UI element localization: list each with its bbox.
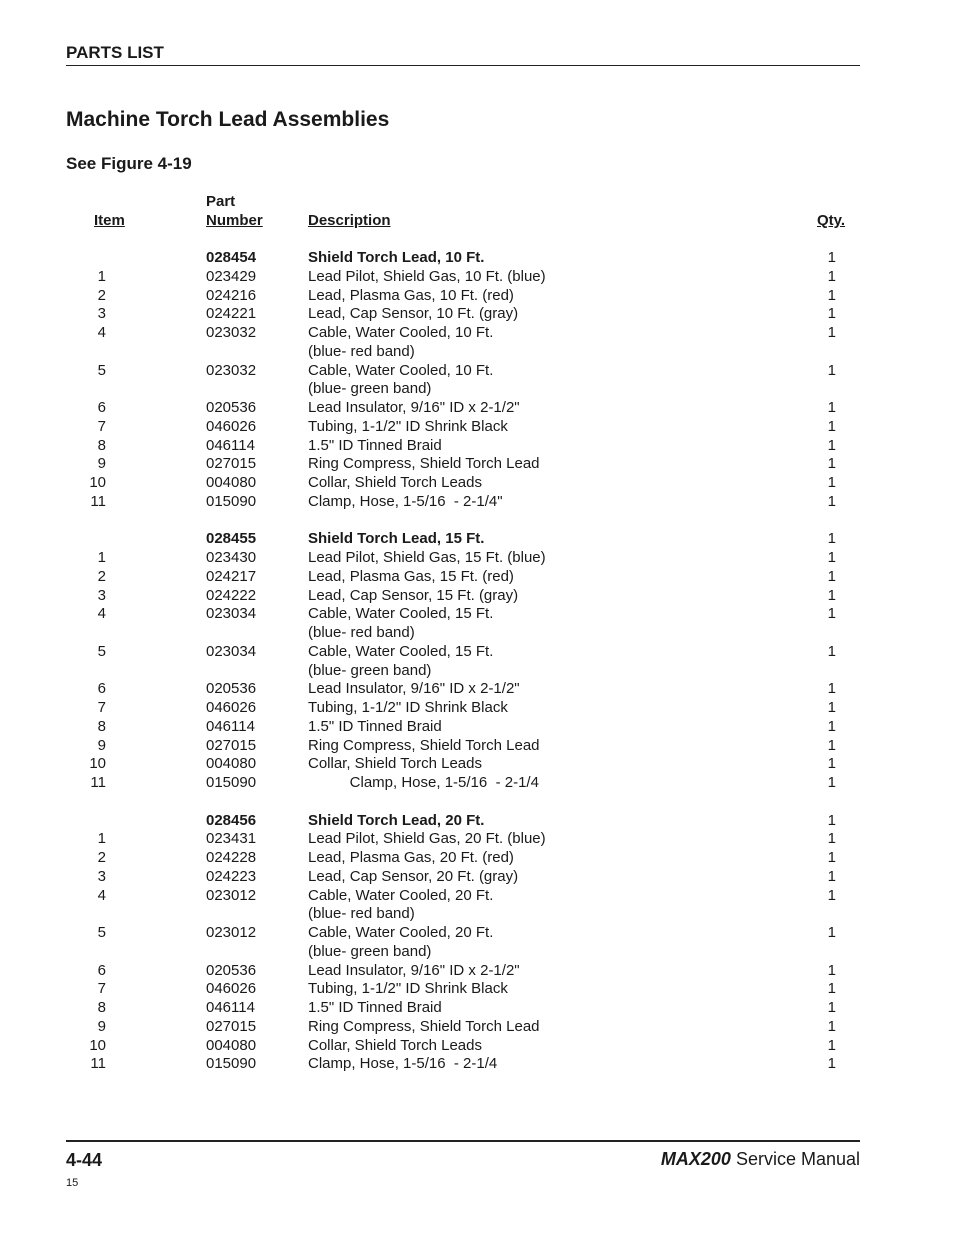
part-number-cell: 023032 xyxy=(206,362,257,379)
part-number-cell: 024223 xyxy=(206,868,257,885)
description-cell: Clamp, Hose, 1-5/16 - 2-1/4 xyxy=(308,1055,498,1072)
qty-cell: 1 xyxy=(827,1018,836,1035)
column-header-qty: Qty. xyxy=(817,212,846,229)
qty-cell: 1 xyxy=(827,962,836,979)
column-header-part-line1: Part xyxy=(206,193,236,210)
part-number-cell: 028454 xyxy=(206,249,257,266)
table-row xyxy=(0,473,954,492)
assembly-row xyxy=(0,529,954,548)
qty-cell: 1 xyxy=(827,249,836,266)
description-cell: Lead, Plasma Gas, 10 Ft. (red) xyxy=(308,287,514,304)
item-cell: 8 xyxy=(97,718,106,735)
description-cell: Lead, Cap Sensor, 10 Ft. (gray) xyxy=(308,305,519,322)
table-row xyxy=(0,698,954,717)
qty-cell: 1 xyxy=(827,1055,836,1072)
part-number-cell: 015090 xyxy=(206,1055,257,1072)
qty-cell: 1 xyxy=(827,587,836,604)
description-cell: Lead, Plasma Gas, 20 Ft. (red) xyxy=(308,849,514,866)
table-row xyxy=(0,454,954,473)
part-number-cell: 027015 xyxy=(206,455,257,472)
assembly-row xyxy=(0,811,954,830)
item-cell: 7 xyxy=(97,418,106,435)
item-cell: 2 xyxy=(97,287,106,304)
part-number-cell: 028455 xyxy=(206,530,257,547)
qty-cell: 1 xyxy=(827,399,836,416)
qty-cell: 1 xyxy=(827,643,836,660)
description-cell: 1.5" ID Tinned Braid xyxy=(308,999,442,1016)
description-cell: Shield Torch Lead, 10 Ft. xyxy=(308,249,485,266)
item-cell: 7 xyxy=(97,980,106,997)
part-number-cell: 015090 xyxy=(206,493,257,510)
item-cell: 5 xyxy=(97,362,106,379)
item-cell: 4 xyxy=(97,887,106,904)
part-number-cell: 023034 xyxy=(206,643,257,660)
item-cell: 5 xyxy=(97,924,106,941)
description-cell: Shield Torch Lead, 15 Ft. xyxy=(308,530,485,547)
qty-cell: 1 xyxy=(827,568,836,585)
table-row xyxy=(0,548,954,567)
description-cell: Lead Pilot, Shield Gas, 20 Ft. (blue) xyxy=(308,830,546,847)
table-row xyxy=(0,867,954,886)
item-cell: 3 xyxy=(97,305,106,322)
table-row xyxy=(0,979,954,998)
description-cell: Lead, Cap Sensor, 15 Ft. (gray) xyxy=(308,587,519,604)
item-cell: 11 xyxy=(90,774,106,791)
qty-cell: 1 xyxy=(827,680,836,697)
part-number-cell: 024221 xyxy=(206,305,257,322)
part-number-cell: 023012 xyxy=(206,887,257,904)
assembly-row xyxy=(0,248,954,267)
item-cell: 6 xyxy=(97,399,106,416)
item-cell: 8 xyxy=(97,437,106,454)
qty-cell: 1 xyxy=(827,268,836,285)
table-row xyxy=(0,998,954,1017)
table-row xyxy=(0,567,954,586)
item-cell: 4 xyxy=(97,605,106,622)
manual-label: Service Manual xyxy=(730,1149,860,1169)
item-cell: 4 xyxy=(97,324,106,341)
item-cell: 6 xyxy=(97,680,106,697)
table-row xyxy=(0,1054,954,1073)
description-cell: Clamp, Hose, 1-5/16 - 2-1/4" xyxy=(308,493,503,510)
qty-cell: 1 xyxy=(827,305,836,322)
table-row xyxy=(0,904,954,923)
part-number-cell: 020536 xyxy=(206,399,257,416)
item-cell: 9 xyxy=(97,455,106,472)
table-row xyxy=(0,304,954,323)
description-cell: Tubing, 1-1/2" ID Shrink Black xyxy=(308,418,508,435)
description-cell: Collar, Shield Torch Leads xyxy=(308,474,482,491)
description-cell: (blue- red band) xyxy=(308,624,415,641)
item-cell: 6 xyxy=(97,962,106,979)
part-number-cell: 023430 xyxy=(206,549,257,566)
description-cell: Tubing, 1-1/2" ID Shrink Black xyxy=(308,699,508,716)
part-number-cell: 020536 xyxy=(206,962,257,979)
qty-cell: 1 xyxy=(827,605,836,622)
part-number-cell: 015090 xyxy=(206,774,257,791)
part-number-cell: 004080 xyxy=(206,755,257,772)
item-cell: 2 xyxy=(97,849,106,866)
table-row xyxy=(0,848,954,867)
table-row xyxy=(0,1017,954,1036)
qty-cell: 1 xyxy=(827,849,836,866)
description-cell: Collar, Shield Torch Leads xyxy=(308,755,482,772)
description-cell: (blue- green band) xyxy=(308,662,432,679)
part-number-cell: 027015 xyxy=(206,737,257,754)
description-cell: Ring Compress, Shield Torch Lead xyxy=(308,455,540,472)
table-row xyxy=(0,398,954,417)
part-number-cell: 023429 xyxy=(206,268,257,285)
qty-cell: 1 xyxy=(827,924,836,941)
description-cell: 1.5" ID Tinned Braid xyxy=(308,437,442,454)
qty-cell: 1 xyxy=(827,999,836,1016)
description-cell: Ring Compress, Shield Torch Lead xyxy=(308,737,540,754)
table-row xyxy=(0,379,954,398)
table-row xyxy=(0,623,954,642)
part-number-cell: 028456 xyxy=(206,812,257,829)
description-cell: Shield Torch Lead, 20 Ft. xyxy=(308,812,485,829)
part-number-cell: 046114 xyxy=(206,718,255,735)
part-number-cell: 046026 xyxy=(206,980,257,997)
description-cell: Ring Compress, Shield Torch Lead xyxy=(308,1018,540,1035)
description-cell: Cable, Water Cooled, 15 Ft. xyxy=(308,643,494,660)
table-row xyxy=(0,736,954,755)
description-cell: Lead Insulator, 9/16" ID x 2-1/2" xyxy=(308,962,520,979)
qty-cell: 1 xyxy=(827,455,836,472)
table-row xyxy=(0,604,954,623)
table-row xyxy=(0,886,954,905)
column-header-item: Item xyxy=(94,212,125,229)
footer-code: 15 xyxy=(66,1177,79,1189)
table-row xyxy=(0,492,954,511)
item-cell: 5 xyxy=(97,643,106,660)
description-cell: Cable, Water Cooled, 20 Ft. xyxy=(308,887,494,904)
item-cell: 10 xyxy=(89,1037,106,1054)
footer-rule xyxy=(66,1140,860,1142)
part-number-cell: 027015 xyxy=(206,1018,257,1035)
description-cell: (blue- red band) xyxy=(308,905,415,922)
description-cell: Cable, Water Cooled, 15 Ft. xyxy=(308,605,494,622)
column-header-description: Description xyxy=(308,212,391,229)
item-cell: 10 xyxy=(89,755,106,772)
description-cell: Lead Pilot, Shield Gas, 10 Ft. (blue) xyxy=(308,268,546,285)
table-row xyxy=(0,342,954,361)
item-cell: 9 xyxy=(97,737,106,754)
table-row xyxy=(0,286,954,305)
table-row xyxy=(0,961,954,980)
part-number-cell: 023034 xyxy=(206,605,257,622)
table-row xyxy=(0,586,954,605)
table-row xyxy=(0,323,954,342)
section-header: PARTS LIST xyxy=(66,43,164,62)
qty-cell: 1 xyxy=(827,868,836,885)
qty-cell: 1 xyxy=(827,812,836,829)
table-row xyxy=(0,923,954,942)
table-row xyxy=(0,829,954,848)
qty-cell: 1 xyxy=(827,493,836,510)
description-cell: Cable, Water Cooled, 10 Ft. xyxy=(308,324,494,341)
qty-cell: 1 xyxy=(827,287,836,304)
qty-cell: 1 xyxy=(827,755,836,772)
part-number-cell: 046026 xyxy=(206,418,257,435)
qty-cell: 1 xyxy=(827,549,836,566)
part-number-cell: 023012 xyxy=(206,924,257,941)
part-number-cell: 046114 xyxy=(206,437,255,454)
table-row xyxy=(0,267,954,286)
qty-cell: 1 xyxy=(827,737,836,754)
qty-cell: 1 xyxy=(827,474,836,491)
description-cell: Cable, Water Cooled, 20 Ft. xyxy=(308,924,494,941)
part-number-cell: 004080 xyxy=(206,1037,257,1054)
item-cell: 11 xyxy=(90,1055,106,1072)
qty-cell: 1 xyxy=(827,362,836,379)
item-cell: 7 xyxy=(97,699,106,716)
table-row xyxy=(0,661,954,680)
qty-cell: 1 xyxy=(827,699,836,716)
description-cell: (blue- green band) xyxy=(308,943,432,960)
item-cell: 2 xyxy=(97,568,106,585)
part-number-cell: 023032 xyxy=(206,324,257,341)
qty-cell: 1 xyxy=(827,774,836,791)
table-row xyxy=(0,436,954,455)
item-cell: 11 xyxy=(90,493,106,510)
column-header-part-number: Number xyxy=(206,212,263,229)
table-row xyxy=(0,679,954,698)
part-number-cell: 046026 xyxy=(206,699,257,716)
item-cell: 10 xyxy=(89,474,106,491)
item-cell: 1 xyxy=(97,268,106,285)
part-number-cell: 024222 xyxy=(206,587,257,604)
item-cell: 1 xyxy=(97,549,106,566)
qty-cell: 1 xyxy=(827,1037,836,1054)
qty-cell: 1 xyxy=(827,418,836,435)
table-row xyxy=(0,1036,954,1055)
qty-cell: 1 xyxy=(827,887,836,904)
table-row xyxy=(0,417,954,436)
qty-cell: 1 xyxy=(827,324,836,341)
page-number: 4-44 xyxy=(66,1150,103,1170)
figure-reference: See Figure 4-19 xyxy=(66,154,192,173)
description-cell: (blue- green band) xyxy=(308,380,432,397)
part-number-cell: 024217 xyxy=(206,568,257,585)
description-cell: Cable, Water Cooled, 10 Ft. xyxy=(308,362,494,379)
part-number-cell: 020536 xyxy=(206,680,257,697)
qty-cell: 1 xyxy=(827,980,836,997)
qty-cell: 1 xyxy=(827,718,836,735)
table-row xyxy=(0,717,954,736)
table-row xyxy=(0,642,954,661)
description-cell: Tubing, 1-1/2" ID Shrink Black xyxy=(308,980,508,997)
qty-cell: 1 xyxy=(827,830,836,847)
part-number-cell: 024216 xyxy=(206,287,257,304)
item-cell: 1 xyxy=(97,830,106,847)
description-cell: Lead, Plasma Gas, 15 Ft. (red) xyxy=(308,568,514,585)
part-number-cell: 004080 xyxy=(206,474,257,491)
description-cell: Lead Insulator, 9/16" ID x 2-1/2" xyxy=(308,680,520,697)
description-cell: 1.5" ID Tinned Braid xyxy=(308,718,442,735)
description-cell: Collar, Shield Torch Leads xyxy=(308,1037,482,1054)
table-row xyxy=(0,773,954,792)
item-cell: 3 xyxy=(97,868,106,885)
item-cell: 3 xyxy=(97,587,106,604)
part-number-cell: 046114 xyxy=(206,999,255,1016)
table-row xyxy=(0,754,954,773)
item-cell: 8 xyxy=(97,999,106,1016)
page-title: Machine Torch Lead Assemblies xyxy=(66,108,390,131)
qty-cell: 1 xyxy=(827,530,836,547)
part-number-cell: 023431 xyxy=(206,830,257,847)
description-cell: Lead Pilot, Shield Gas, 15 Ft. (blue) xyxy=(308,549,546,566)
table-row xyxy=(0,361,954,380)
description-cell: (blue- red band) xyxy=(308,343,415,360)
model-name: MAX200 xyxy=(660,1149,731,1169)
table-row xyxy=(0,942,954,961)
part-number-cell: 024228 xyxy=(206,849,257,866)
description-cell: Lead Insulator, 9/16" ID x 2-1/2" xyxy=(308,399,520,416)
description-cell: Clamp, Hose, 1-5/16 - 2-1/4 xyxy=(308,774,539,791)
item-cell: 9 xyxy=(97,1018,106,1035)
manual-title xyxy=(661,1149,860,1170)
qty-cell: 1 xyxy=(827,437,836,454)
description-cell: Lead, Cap Sensor, 20 Ft. (gray) xyxy=(308,868,519,885)
